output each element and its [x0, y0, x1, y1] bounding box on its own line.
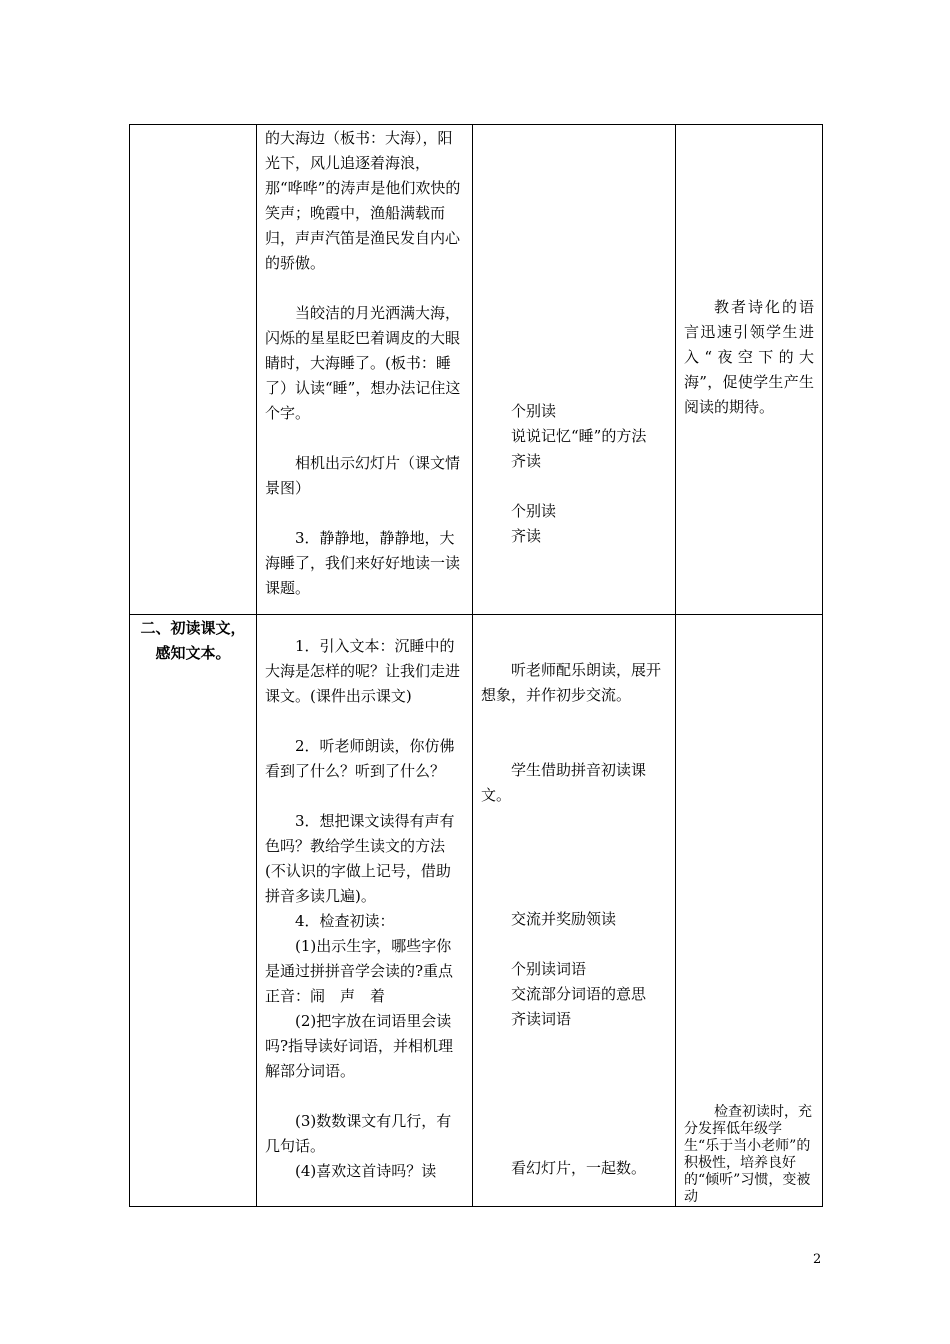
column-divider-1: [256, 124, 257, 1207]
row2-student-line: 听老师配乐朗读，展开想象，并作初步交流。: [481, 661, 662, 704]
teacher-paragraph: (1)出示生字，哪些字你是通过拼拼音学会读的?重点正音：闹 声 着: [265, 937, 454, 1005]
column-divider-2: [472, 124, 473, 1207]
row2-teacher-activity: [265, 634, 465, 1184]
row1-teacher-activity: [265, 126, 465, 601]
student-line: 齐读: [511, 527, 542, 545]
page-number: 2: [813, 1252, 822, 1267]
row2-student-line: 交流并奖励领读: [511, 910, 617, 928]
intent-paragraph: 教者诗化的语言迅速引领学生进入“夜空下的大海”，促使学生产生阅读的期待。: [684, 298, 814, 416]
student-line: 齐读: [511, 452, 542, 470]
row2-stage-label: 二、初读课文，感知文本。: [140, 619, 246, 662]
row1-design-intent: [684, 295, 814, 420]
teacher-paragraph: 相机出示幻灯片（课文情景图）: [265, 454, 461, 497]
table-top-border: [129, 124, 823, 125]
table-bottom-border: [129, 1206, 823, 1207]
student-line: 个别读: [511, 402, 557, 420]
row-divider: [129, 614, 823, 615]
row2-student-line: 交流部分词语的意思: [511, 985, 647, 1003]
student-line: 说说记忆“睡”的方法: [511, 427, 647, 445]
column-divider-3: [675, 124, 676, 1207]
intent-paragraph: 检查初读时，充分发挥低年级学生“乐于当小老师”的积极性，培养良好的“倾听”习惯，变被动: [684, 1104, 812, 1205]
row1-student-activity: [481, 399, 667, 549]
table-left-border: [129, 124, 130, 1207]
student-line: 个别读: [511, 502, 557, 520]
teacher-paragraph: 1．引入文本：沉睡中的大海是怎样的呢？让我们走进课文。(课件出示课文): [265, 637, 461, 705]
teacher-paragraph: 3．静静地，静静地，大海睡了，我们来好好地读一读课题。: [265, 529, 461, 597]
teacher-paragraph: 4．检查初读：: [295, 912, 395, 930]
teacher-paragraph: (2)把字放在词语里会读吗?指导读好词语，并相机理解部分词语。: [265, 1012, 454, 1080]
row2-student-line: 个别读词语: [511, 960, 587, 978]
row2-student-line: 看幻灯片，一起数。: [511, 1159, 647, 1177]
table-right-border: [822, 124, 823, 1207]
row2-student-line: 齐读词语: [511, 1010, 572, 1028]
teacher-paragraph: 3．想把课文读得有声有色吗？教给学生读文的方法(不认识的字做上记号，借助拼音多读几遍)。: [265, 812, 455, 905]
teacher-paragraph: (4)喜欢这首诗吗？读: [295, 1162, 437, 1180]
teacher-paragraph: 2．听老师朗读，你仿佛看到了什么？听到了什么？: [265, 737, 455, 780]
teacher-paragraph: 的大海边（板书：大海），阳光下，风儿追逐着海浪，那“哗哗”的涛声是他们欢快的笑声；晚霞中，渔船满载而归，声声汽笛是渔民发自内心的骄傲。: [265, 129, 461, 272]
teacher-paragraph: 当皎洁的月光洒满大海，闪烁的星星眨巴着调皮的大眼睛时，大海睡了。(板书：睡了）认读“睡”，想办法记住这个字。: [265, 304, 461, 422]
teacher-paragraph: (3)数数课文有几行，有几句话。: [265, 1112, 452, 1155]
row2-design-intent: [684, 1104, 816, 1206]
row2-student-line: 学生借助拼音初读课文。: [481, 761, 647, 804]
